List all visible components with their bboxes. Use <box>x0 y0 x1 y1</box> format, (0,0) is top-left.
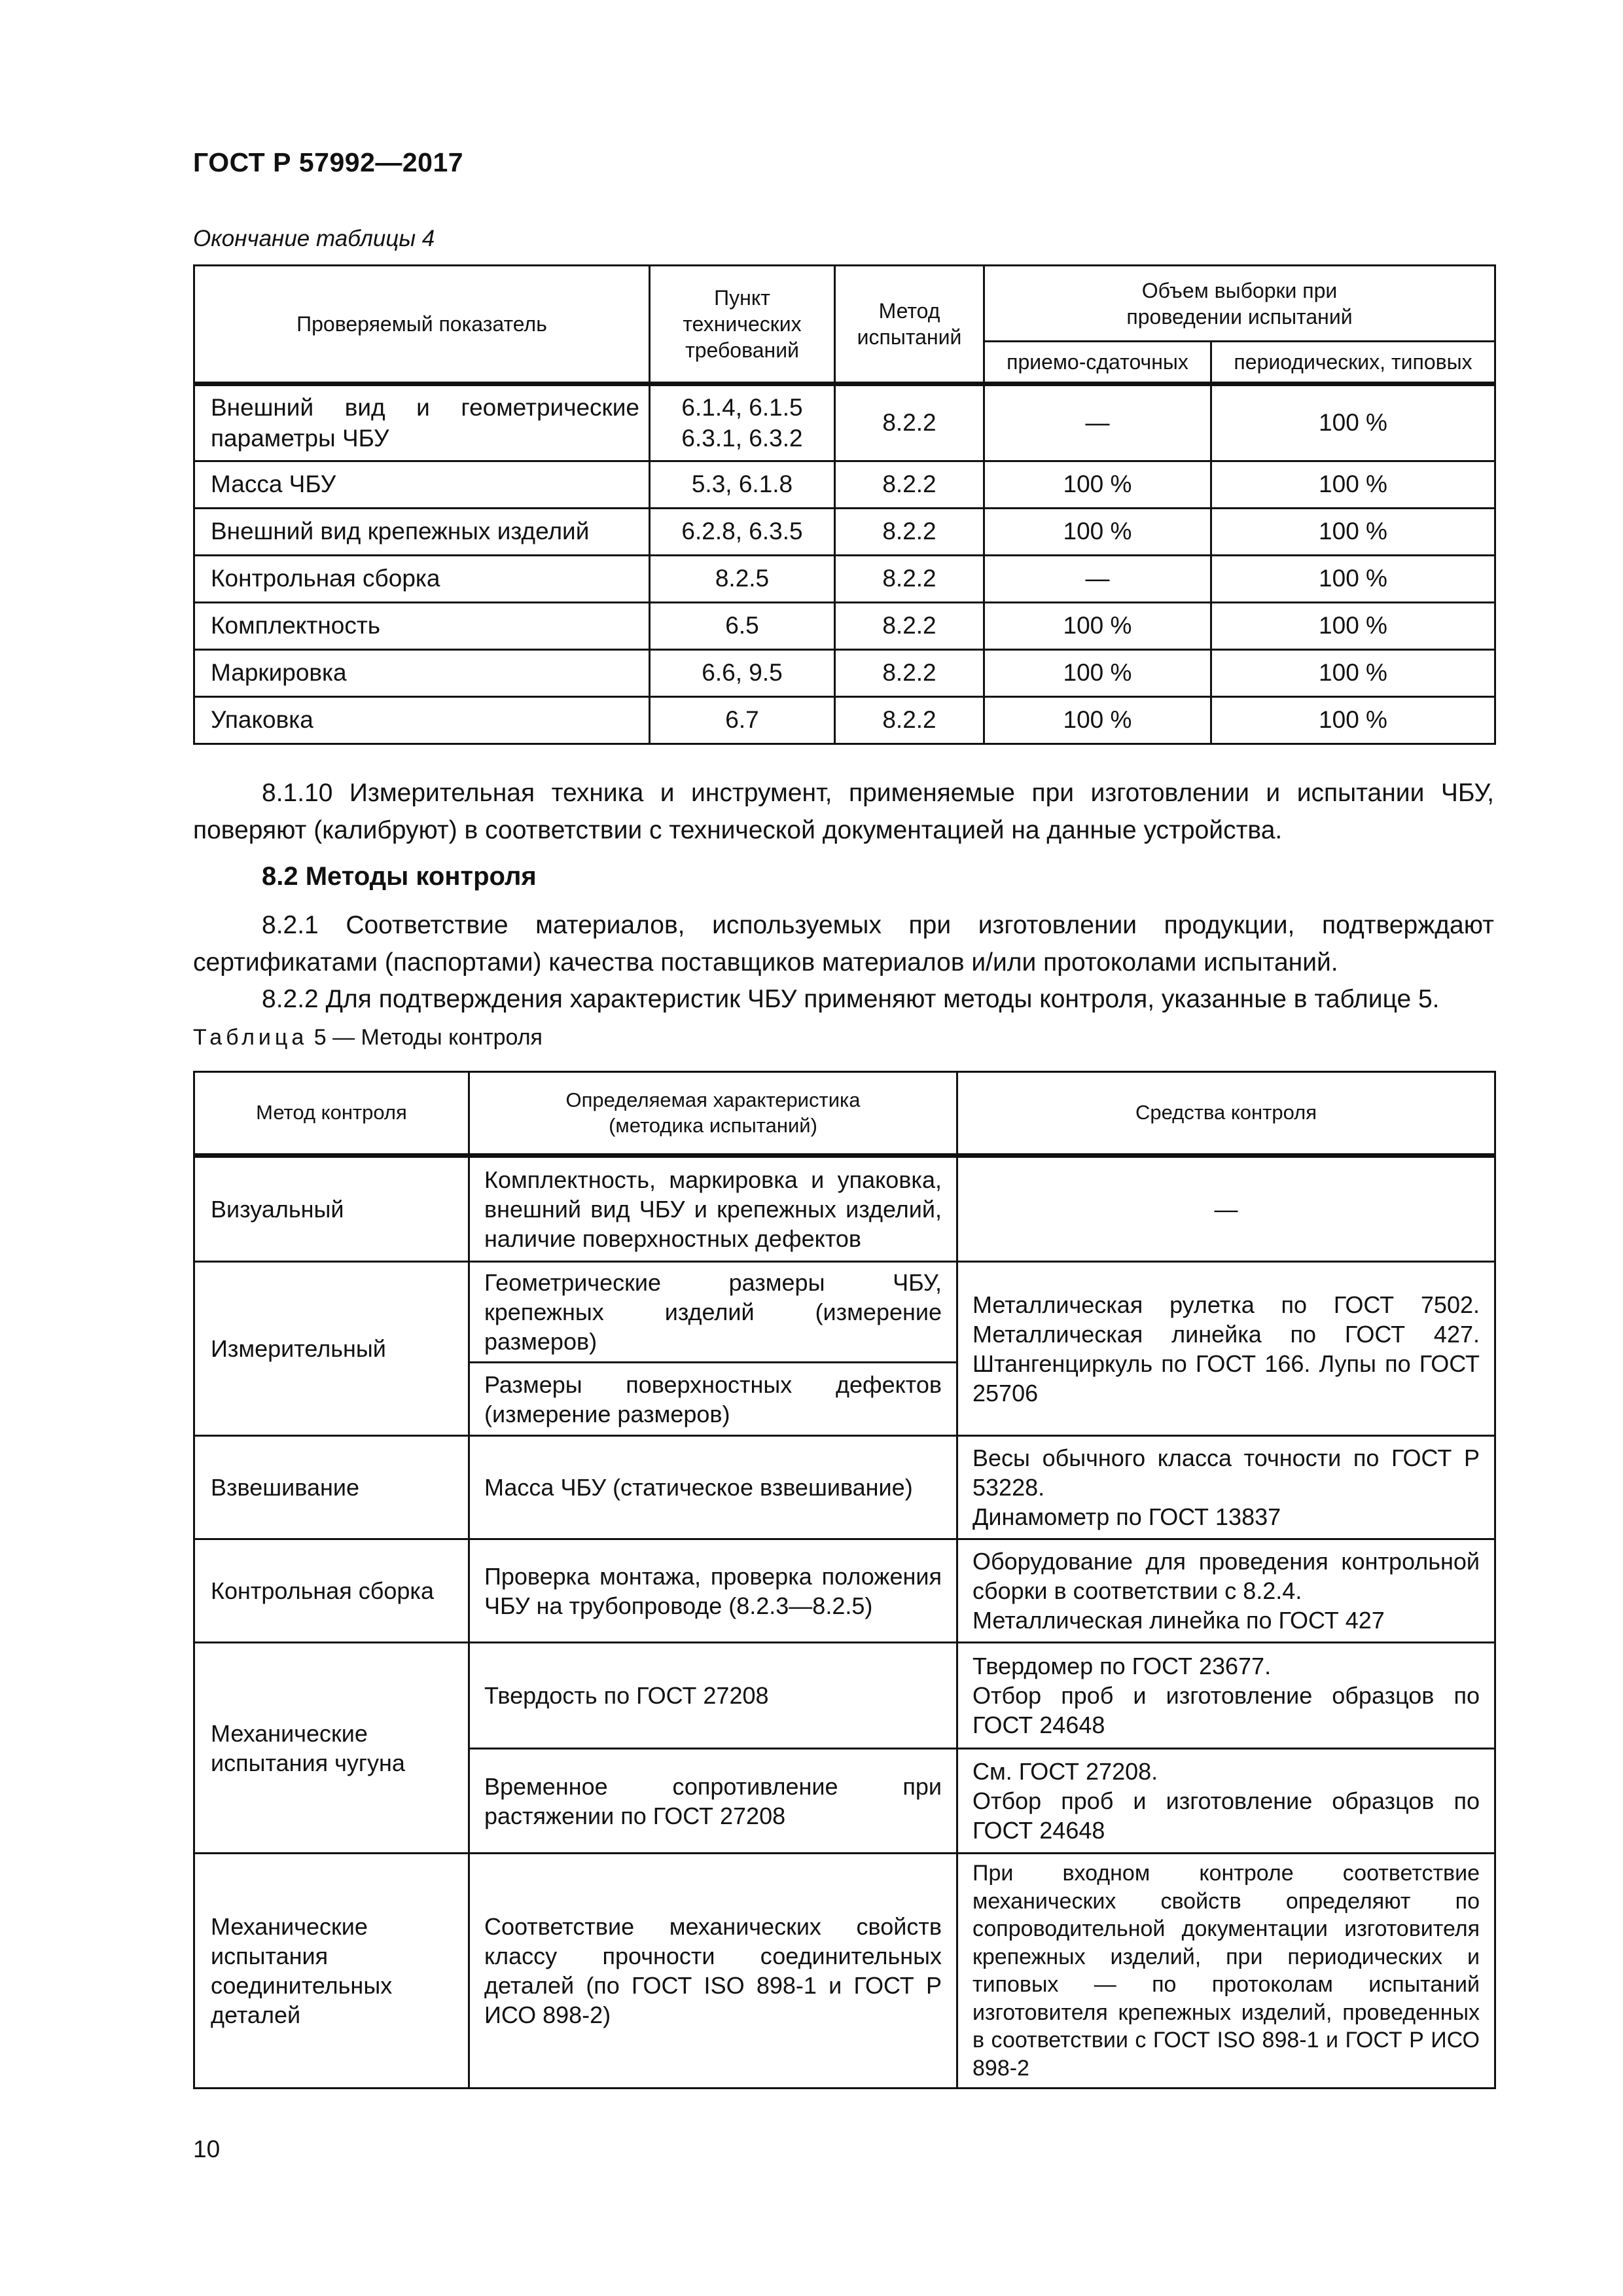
table5-caption <box>193 1025 543 1050</box>
t5-means-cast-iron-1 <box>957 1643 1495 1749</box>
t4-indicator: Упаковка <box>194 697 650 744</box>
table5-caption-title: 5 — Методы контроля <box>308 1025 543 1050</box>
table-row <box>194 1643 1495 1749</box>
t4-acceptance: 100 % <box>984 461 1211 509</box>
t5-header-characteristic: Определяемая характеристика (методика испытаний) <box>469 1072 957 1156</box>
t4-method: 8.2.2 <box>835 461 984 509</box>
paragraph-8-2-1: 8.2.1 Соответствие материалов, используемых при изготовлении продукции, подтверждают сертификатами (паспортами) качества поставщиков материалов и/или протоколами испытаний. <box>193 911 1494 977</box>
table-4 <box>193 264 1496 745</box>
t4-periodic: 100 % <box>1211 509 1495 556</box>
section-title-8-2: 8.2 Методы контроля <box>262 862 537 891</box>
table4-continuation-caption: Окончание таблицы 4 <box>193 226 435 251</box>
t4-acceptance: 100 % <box>984 697 1211 744</box>
t4-indicator: Масса ЧБУ <box>194 461 650 509</box>
t4-periodic: 100 % <box>1211 650 1495 697</box>
t4-method: 8.2.2 <box>835 509 984 556</box>
table-row <box>194 509 1495 556</box>
t5-means-cast-iron-2b: Отбор проб и изготовление образцов по ГОСТ 24648 <box>972 1787 1480 1844</box>
t5-method-visual: Визуальный <box>194 1156 469 1262</box>
t5-means-weighing-2: Динамометр по ГОСТ 13837 <box>972 1503 1281 1530</box>
table-row <box>194 556 1495 603</box>
table-row <box>194 1854 1495 2089</box>
t4-acceptance: 100 % <box>984 650 1211 697</box>
paragraph-8-2-2: 8.2.2 Для подтверждения характеристик ЧБУ применяют методы контроля, указанные в таблице 5. <box>262 985 1440 1013</box>
t4-method: 8.2.2 <box>835 603 984 650</box>
t5-method-measuring: Измерительный <box>194 1262 469 1436</box>
t4-periodic: 100 % <box>1211 603 1495 650</box>
t5-means-weighing <box>957 1436 1495 1539</box>
t4-method: 8.2.2 <box>835 650 984 697</box>
t4-header-acceptance: приемо-сдаточных <box>984 342 1211 384</box>
t4-clause: 6.5 <box>650 603 835 650</box>
t4-header-sample-group: Объем выборки при проведении испытаний <box>984 266 1495 342</box>
t5-means-fasteners: При входном контроле соответствие механических свойств определяют по сопроводительной документации изготовителя крепежных изделий, при периодических и типовых — по протоколам испытаний изготовителя крепежных изделий, проведенных в соответствии с ГОСТ ISO 898-1 и ГОСТ Р ИСО 898-2 <box>957 1854 1495 2089</box>
table-row <box>194 461 1495 509</box>
table-row <box>194 1539 1495 1643</box>
table-5 <box>193 1071 1496 2089</box>
table-row <box>194 1262 1495 1363</box>
t4-periodic: 100 % <box>1211 556 1495 603</box>
t5-method-fasteners: Механические испытания соединительных деталей <box>194 1854 469 2089</box>
t4-indicator: Внешний вид крепежных изделий <box>194 509 650 556</box>
t5-means-assembly <box>957 1539 1495 1643</box>
t4-clause: 6.2.8, 6.3.5 <box>650 509 835 556</box>
table-row <box>194 1156 1495 1262</box>
table-row <box>194 603 1495 650</box>
standard-id-header: ГОСТ Р 57992—2017 <box>193 147 464 177</box>
t5-means-visual: — <box>957 1156 1495 1262</box>
t4-header-clause: Пункт технических требований <box>650 266 835 384</box>
t5-means-cast-iron-2 <box>957 1749 1495 1854</box>
t4-periodic: 100 % <box>1211 384 1495 461</box>
t5-characteristic-fasteners: Соответствие механических свойств классу прочности соединительных деталей (по ГОСТ ISO 898-1 и ГОСТ Р ИСО 898-2) <box>469 1854 957 2089</box>
t4-acceptance: 100 % <box>984 509 1211 556</box>
table-row <box>194 1436 1495 1539</box>
t4-clause: 6.7 <box>650 697 835 744</box>
t5-means-weighing-1: Весы обычного класса точности по ГОСТ Р 53228. <box>972 1444 1480 1501</box>
t5-means-cast-iron-1a: Твердомер по ГОСТ 23677. <box>972 1653 1272 1679</box>
t5-characteristic-cast-iron-1: Твердость по ГОСТ 27208 <box>469 1643 957 1749</box>
t5-means-assembly-1: Оборудование для проведения контрольной сборки в соответствии с 8.2.4. <box>972 1548 1480 1604</box>
t4-indicator: Контрольная сборка <box>194 556 650 603</box>
t4-header-indicator: Проверяемый показатель <box>194 266 650 384</box>
t4-clause: 6.6, 9.5 <box>650 650 835 697</box>
t4-acceptance: 100 % <box>984 603 1211 650</box>
t4-acceptance: — <box>984 384 1211 461</box>
t4-acceptance: — <box>984 556 1211 603</box>
t5-characteristic-measuring-2: Размеры поверхностных дефектов (измерение размеров) <box>469 1363 957 1436</box>
t4-indicator: Комплектность <box>194 603 650 650</box>
t5-means-measuring: Металлическая рулетка по ГОСТ 7502. Металлическая линейка по ГОСТ 427. Штангенциркуль по ГОСТ 166. Лупы по ГОСТ 25706 <box>957 1262 1495 1436</box>
t5-header-method: Метод контроля <box>194 1072 469 1156</box>
t5-means-assembly-2: Металлическая линейка по ГОСТ 427 <box>972 1607 1385 1634</box>
t5-characteristic-measuring-1: Геометрические размеры ЧБУ, крепежных изделий (измерение размеров) <box>469 1262 957 1363</box>
t4-clause: 8.2.5 <box>650 556 835 603</box>
t4-header-periodic: периодических, типовых <box>1211 342 1495 384</box>
t4-periodic: 100 % <box>1211 461 1495 509</box>
page-number: 10 <box>193 2136 221 2162</box>
t4-indicator: Маркировка <box>194 650 650 697</box>
t4-method: 8.2.2 <box>835 697 984 744</box>
t4-header-method: Метод испытаний <box>835 266 984 384</box>
paragraph-8-1-10: 8.1.10 Измерительная техника и инструмент, применяемые при изготовлении и испытании ЧБУ, поверяют (калибруют) в соответствии с технической документацией на данные устройства. <box>193 779 1494 844</box>
t5-header-means: Средства контроля <box>957 1072 1495 1156</box>
t5-method-assembly: Контрольная сборка <box>194 1539 469 1643</box>
t5-method-cast-iron: Механические испытания чугуна <box>194 1643 469 1854</box>
t5-characteristic-cast-iron-2: Временное сопротивление при растяжении по ГОСТ 27208 <box>469 1749 957 1854</box>
t5-method-weighing: Взвешивание <box>194 1436 469 1539</box>
table-row <box>194 650 1495 697</box>
t4-method: 8.2.2 <box>835 556 984 603</box>
t4-periodic: 100 % <box>1211 697 1495 744</box>
table-row <box>194 384 1495 461</box>
t4-indicator: Внешний вид и геометрические параметры ЧБУ <box>194 384 650 461</box>
t5-means-cast-iron-1b: Отбор проб и изготовление образцов по ГОСТ 24648 <box>972 1682 1480 1738</box>
t4-method: 8.2.2 <box>835 384 984 461</box>
table5-caption-label: Таблица <box>193 1025 308 1050</box>
t5-characteristic-assembly: Проверка монтажа, проверка положения ЧБУ на трубопроводе (8.2.3—8.2.5) <box>469 1539 957 1643</box>
t5-means-cast-iron-2a: См. ГОСТ 27208. <box>972 1758 1158 1785</box>
t4-clause: 5.3, 6.1.8 <box>650 461 835 509</box>
t4-clause: 6.1.4, 6.1.5 6.3.1, 6.3.2 <box>650 384 835 461</box>
t5-characteristic-weighing: Масса ЧБУ (статическое взвешивание) <box>469 1436 957 1539</box>
t5-characteristic-visual: Комплектность, маркировка и упаковка, внешний вид ЧБУ и крепежных изделий, наличие поверхностных дефектов <box>469 1156 957 1262</box>
table-row <box>194 697 1495 744</box>
